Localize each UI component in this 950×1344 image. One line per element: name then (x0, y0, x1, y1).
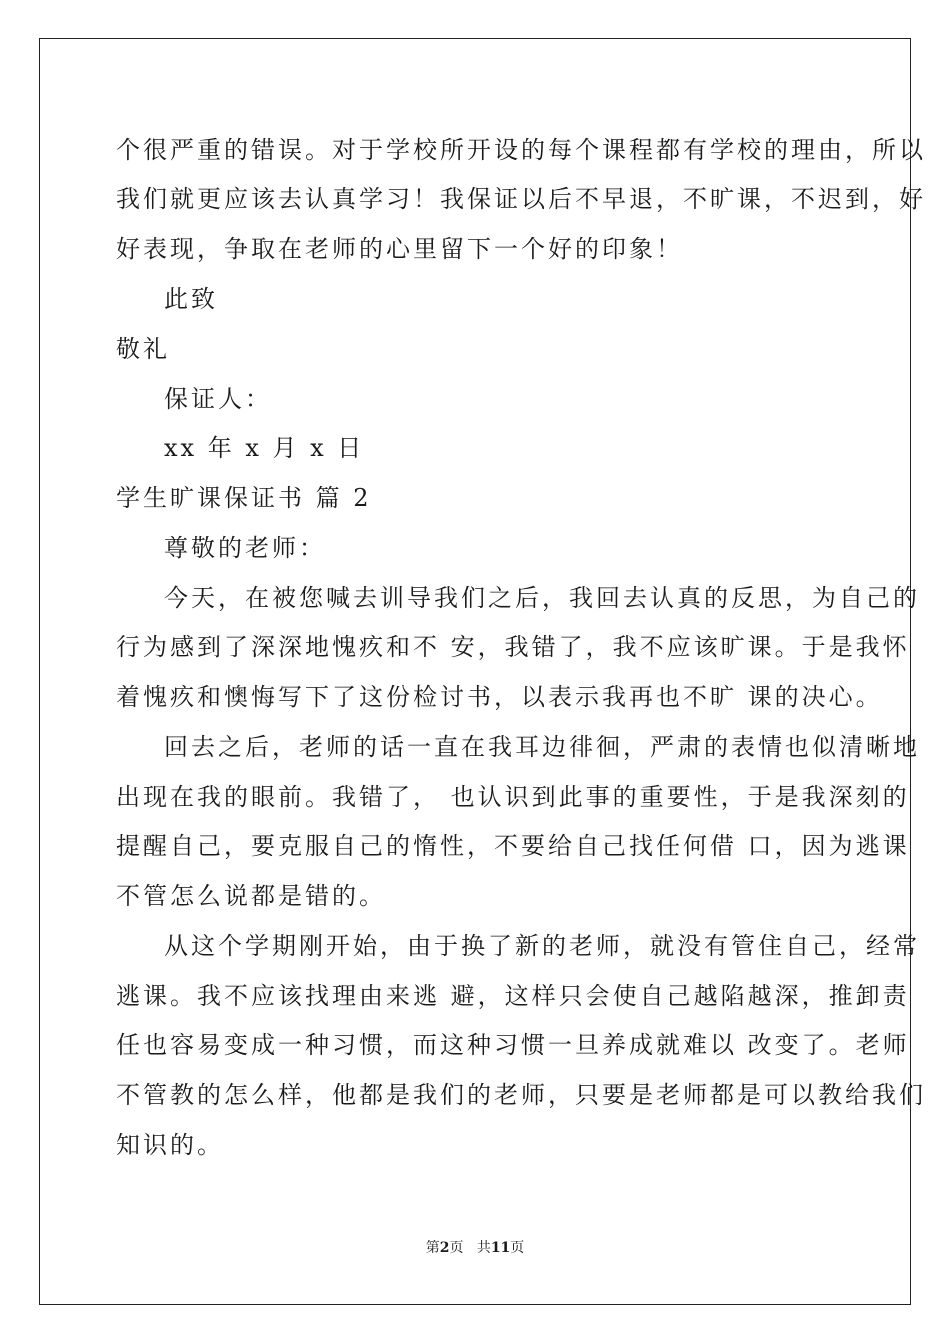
paragraph-line: 回去之后，老师的话一直在我耳边徘徊，严肃的表情也似清晰地 (164, 733, 920, 761)
total-pages: 11 (490, 1240, 511, 1256)
signer-label: 保证人： (164, 385, 272, 413)
page-number: 2 (439, 1240, 450, 1256)
paragraph-line: 个很严重的错误。对于学校所开设的每个课程都有学校的理由，所以 (116, 136, 926, 164)
paragraph-line: 从这个学期刚开始，由于换了新的老师，就没有管住自己，经常 (164, 932, 920, 960)
paragraph-line: 不管怎么说都是错的。 (116, 882, 386, 910)
total-suffix: 页 (510, 1240, 525, 1256)
paragraph-line: 我们就更应该去认真学习！我保证以后不早退，不旷课，不迟到，好 (116, 185, 926, 213)
closing-line: 敬礼 (116, 335, 170, 363)
total-prefix: 共 (476, 1240, 491, 1256)
date-line: xx 年 x 月 x 日 (164, 434, 365, 462)
paragraph-line: 任也容易变成一种习惯，而这种习惯一旦养成就难以 改变了。老师 (116, 1031, 910, 1059)
paragraph-line: 知识的。 (116, 1131, 224, 1159)
paragraph-line: 提醒自己，要克服自己的惰性，不要给自己找任何借 口，因为逃课 (116, 832, 910, 860)
salutation: 尊敬的老师： (164, 534, 326, 562)
page-footer (0, 1237, 950, 1257)
page-prefix: 第 (425, 1240, 440, 1256)
paragraph-line: 行为感到了深深地愧疚和不 安，我错了，我不应该旷课。于是我怀 (116, 633, 910, 661)
paragraph-line: 不管教的怎么样，他都是我们的老师，只要是老师都是可以教给我们 (116, 1081, 926, 1109)
paragraph-line: 今天，在被您喊去训导我们之后，我回去认真的反思，为自己的 (164, 584, 920, 612)
paragraph-line: 好表现，争取在老师的心里留下一个好的印象！ (116, 235, 683, 263)
paragraph-line: 逃课。我不应该找理由来逃 避，这样只会使自己越陷越深，推卸责 (116, 982, 910, 1010)
page-suffix: 页 (449, 1240, 464, 1256)
closing-line: 此致 (164, 285, 218, 313)
paragraph-line: 着愧疚和懊悔写下了这份检讨书，以表示我再也不旷 课的决心。 (116, 683, 883, 711)
section-title: 学生旷课保证书 篇 2 (116, 484, 372, 512)
paragraph-line: 出现在我的眼前。我错了， 也认识到此事的重要性，于是我深刻的 (116, 783, 910, 811)
